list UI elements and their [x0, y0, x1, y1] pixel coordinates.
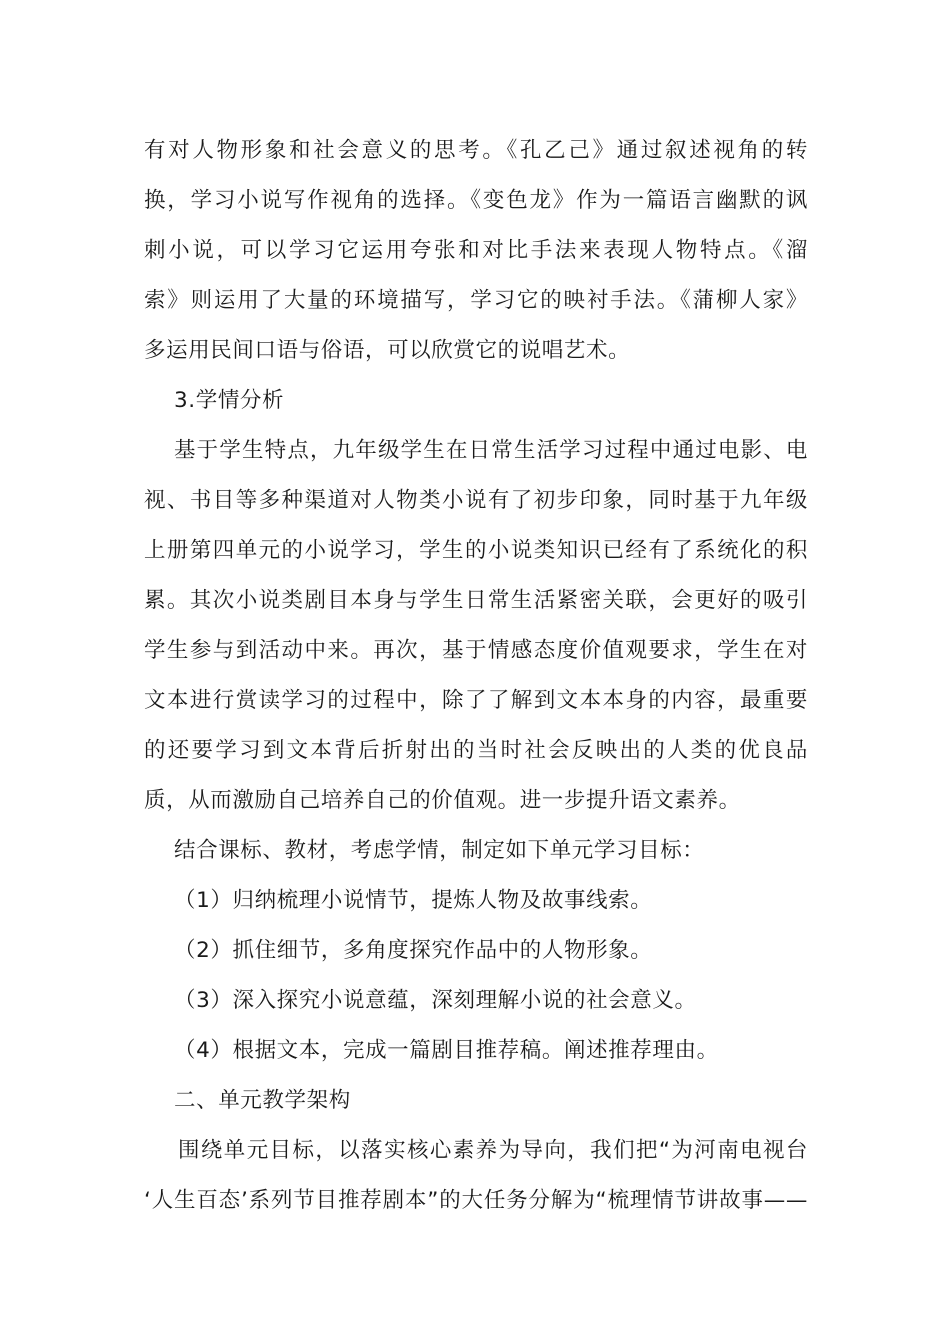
paragraph-line: 索》则运用了大量的环境描写，学习它的映衬手法。《蒲柳人家》	[144, 288, 808, 313]
paragraph-line: 质，从而激励自己培养自己的价值观。进一步提升语文素养。	[144, 788, 741, 813]
document-body	[144, 126, 808, 1226]
section-heading-unit-structure: 二、单元教学架构	[174, 1088, 351, 1113]
paragraph-line: 有对人物形象和社会意义的思考。《孔乙己》通过叙述视角的转	[144, 138, 808, 163]
paragraph-line: 上册第四单元的小说学习，学生的小说类知识已经有了系统化的积	[144, 538, 808, 563]
section-heading-learning-analysis: 3.学情分析	[174, 388, 285, 413]
paragraph-line: 换，学习小说写作视角的选择。《变色龙》作为一篇语言幽默的讽	[144, 188, 808, 213]
paragraph-line: 基于学生特点，九年级学生在日常生活学习过程中通过电影、电	[174, 438, 808, 463]
paragraph-line: 累。其次小说类剧目本身与学生日常生活紧密关联，会更好的吸引	[144, 588, 808, 613]
paragraph-line: 文本进行赏读学习的过程中，除了了解到文本本身的内容，最重要	[144, 688, 808, 713]
paragraph-line: ‘人生百态’系列节目推荐剧本”的大任务分解为“梳理情节讲故事——	[144, 1188, 808, 1213]
paragraph-line: 围绕单元目标，以落实核心素养为导向，我们把“为河南电视台	[178, 1138, 808, 1163]
paragraph-line: 的还要学习到文本背后折射出的当时社会反映出的人类的优良品	[144, 738, 808, 763]
paragraph-line: 多运用民间口语与俗语，可以欣赏它的说唱艺术。	[144, 338, 631, 363]
goal-item-4: （4）根据文本，完成一篇剧目推荐稿。阐述推荐理由。	[174, 1038, 719, 1063]
goal-item-2: （2）抓住细节，多角度探究作品中的人物形象。	[174, 938, 653, 963]
goal-item-1: （1）归纳梳理小说情节，提炼人物及故事线索。	[174, 888, 653, 913]
paragraph-line: 刺小说，可以学习它运用夸张和对比手法来表现人物特点。《溜	[144, 238, 808, 263]
goal-item-3: （3）深入探究小说意蕴，深刻理解小说的社会意义。	[174, 988, 697, 1013]
goals-intro: 结合课标、教材，考虑学情，制定如下单元学习目标：	[174, 838, 705, 863]
paragraph-line: 视、书目等多种渠道对人物类小说有了初步印象，同时基于九年级	[144, 488, 808, 513]
paragraph-line: 学生参与到活动中来。再次，基于情感态度价值观要求，学生在对	[144, 638, 808, 663]
